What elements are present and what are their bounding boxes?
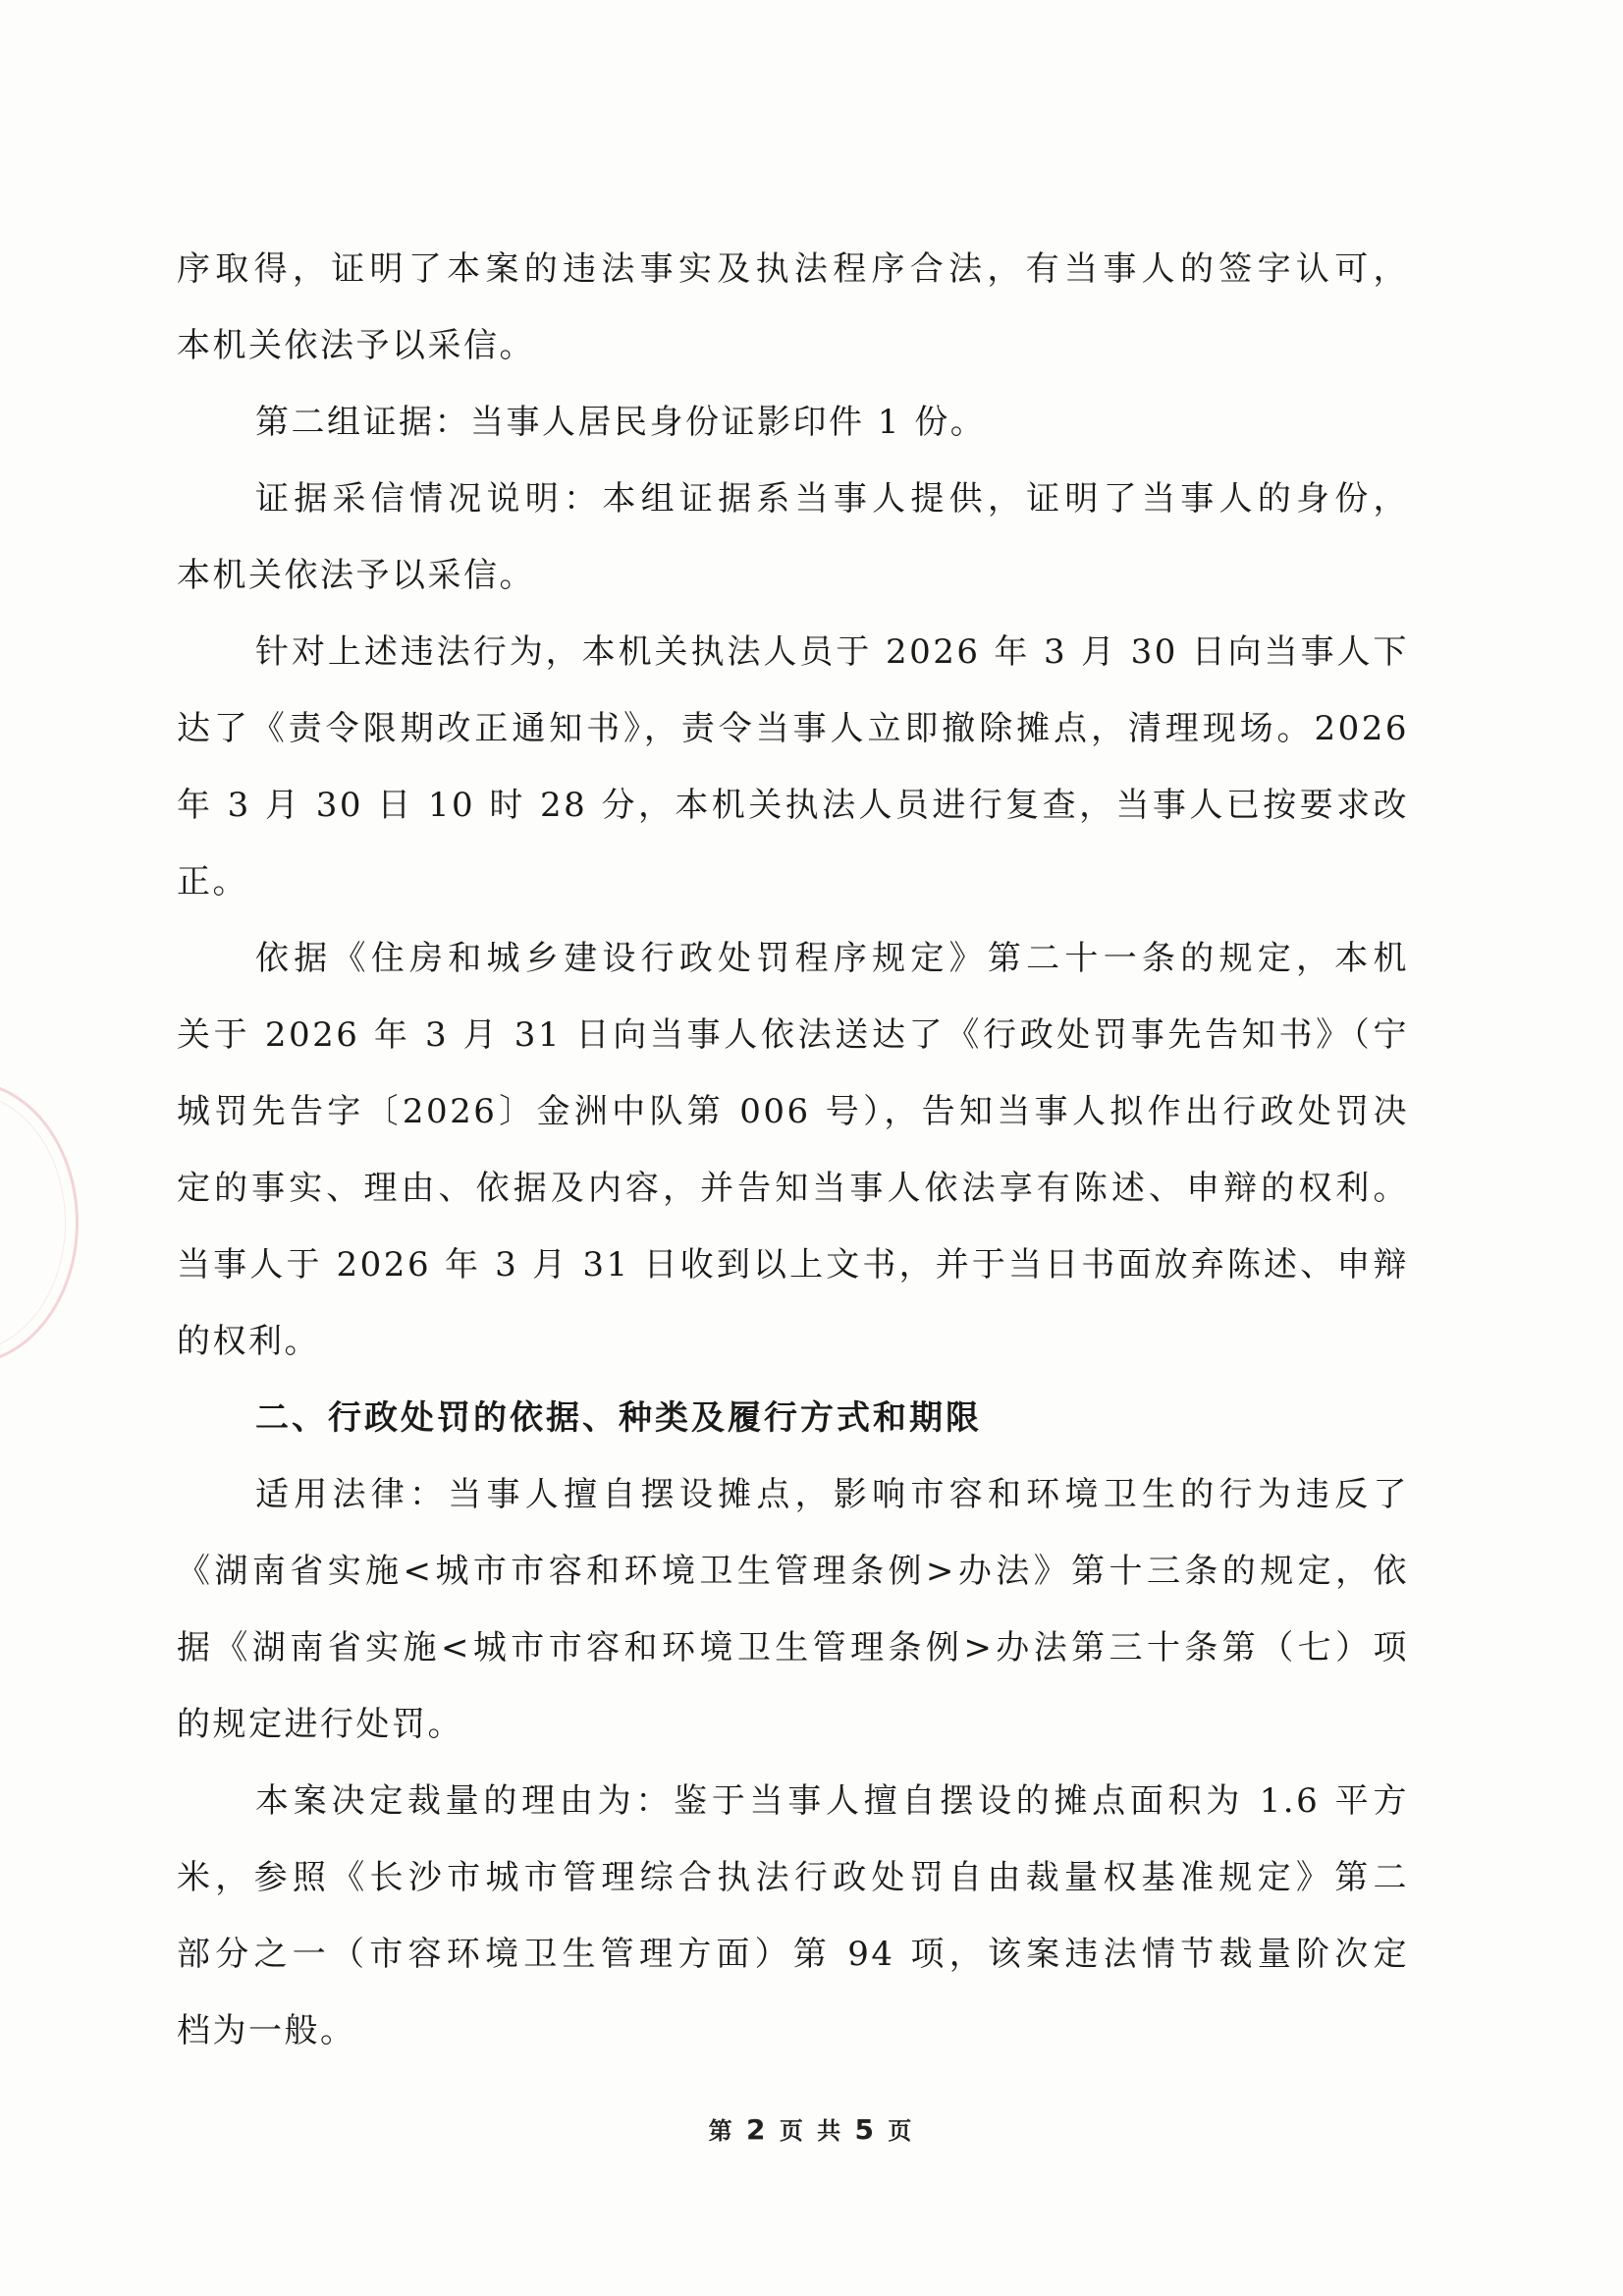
paragraph-line: 适用法律：当事人擅自摆设摊点，影响市容和环境卫生的行为违反了 xyxy=(255,1475,1409,1514)
paragraph-line: 部分之一（市容环境卫生管理方面）第 94 项，该案违法情节裁量阶次定 xyxy=(177,1935,1409,1974)
paragraph-line: 据《湖南省实施<城市市容和环境卫生管理条例>办法第三十条第（七）项 xyxy=(177,1628,1409,1667)
red-seal-stamp-fragment xyxy=(0,1080,79,1365)
paragraph-line: 序取得，证明了本案的违法事实及执法程序合法，有当事人的签字认可， xyxy=(177,249,1409,289)
paragraph-line: 依据《住房和城乡建设行政处罚程序规定》第二十一条的规定，本机 xyxy=(255,939,1409,978)
total-pages-number: 5 xyxy=(854,2113,878,2146)
footer-prefix: 第 xyxy=(708,2117,735,2145)
paragraph-line: 本机关依法予以采信。 xyxy=(177,556,535,595)
paragraph-line: 达了《责令限期改正通知书》，责令当事人立即撤除摊点，清理现场。2026 xyxy=(177,709,1409,748)
paragraph-line: 定的事实、理由、依据及内容，并告知当事人依法享有陈述、申辩的权利。 xyxy=(177,1169,1409,1208)
paragraph-line: 关于 2026 年 3 月 31 日向当事人依法送达了《行政处罚事先告知书》（宁 xyxy=(177,1015,1409,1055)
current-page-number: 2 xyxy=(745,2113,769,2146)
paragraph-line: 的权利。 xyxy=(177,1322,320,1361)
paragraph-line: 本案决定裁量的理由为：鉴于当事人擅自摆设的摊点面积为 1.6 平方 xyxy=(255,1781,1409,1821)
paragraph-line: 第二组证据：当事人居民身份证影印件 1 份。 xyxy=(255,403,987,442)
page-number-footer xyxy=(0,2111,1623,2146)
paragraph-line: 《湖南省实施<城市市容和环境卫生管理条例>办法》第十三条的规定，依 xyxy=(177,1552,1409,1591)
paragraph-line: 正。 xyxy=(177,862,248,902)
paragraph-line: 针对上述违法行为，本机关执法人员于 2026 年 3 月 30 日向当事人下 xyxy=(255,632,1409,672)
footer-middle: 页 共 xyxy=(779,2117,844,2145)
paragraph-line: 当事人于 2026 年 3 月 31 日收到以上文书，并于当日书面放弃陈述、申辩 xyxy=(177,1245,1409,1285)
footer-suffix: 页 xyxy=(888,2117,915,2145)
paragraph-line: 的规定进行处罚。 xyxy=(177,1705,463,1744)
paragraph-line: 城罚先告字〔2026〕金洲中队第 006 号），告知当事人拟作出行政处罚决 xyxy=(177,1092,1409,1131)
paragraph-line: 证据采信情况说明：本组证据系当事人提供，证明了当事人的身份， xyxy=(255,479,1409,519)
section-heading: 二、行政处罚的依据、种类及履行方式和期限 xyxy=(255,1398,982,1438)
paragraph-line: 档为一般。 xyxy=(177,2011,356,2050)
paragraph-line: 本机关依法予以采信。 xyxy=(177,326,535,365)
paragraph-line: 年 3 月 30 日 10 时 28 分，本机关执法人员进行复查，当事人已按要求改 xyxy=(177,786,1409,825)
paragraph-line: 米，参照《长沙市城市管理综合执法行政处罚自由裁量权基准规定》第二 xyxy=(177,1858,1409,1897)
